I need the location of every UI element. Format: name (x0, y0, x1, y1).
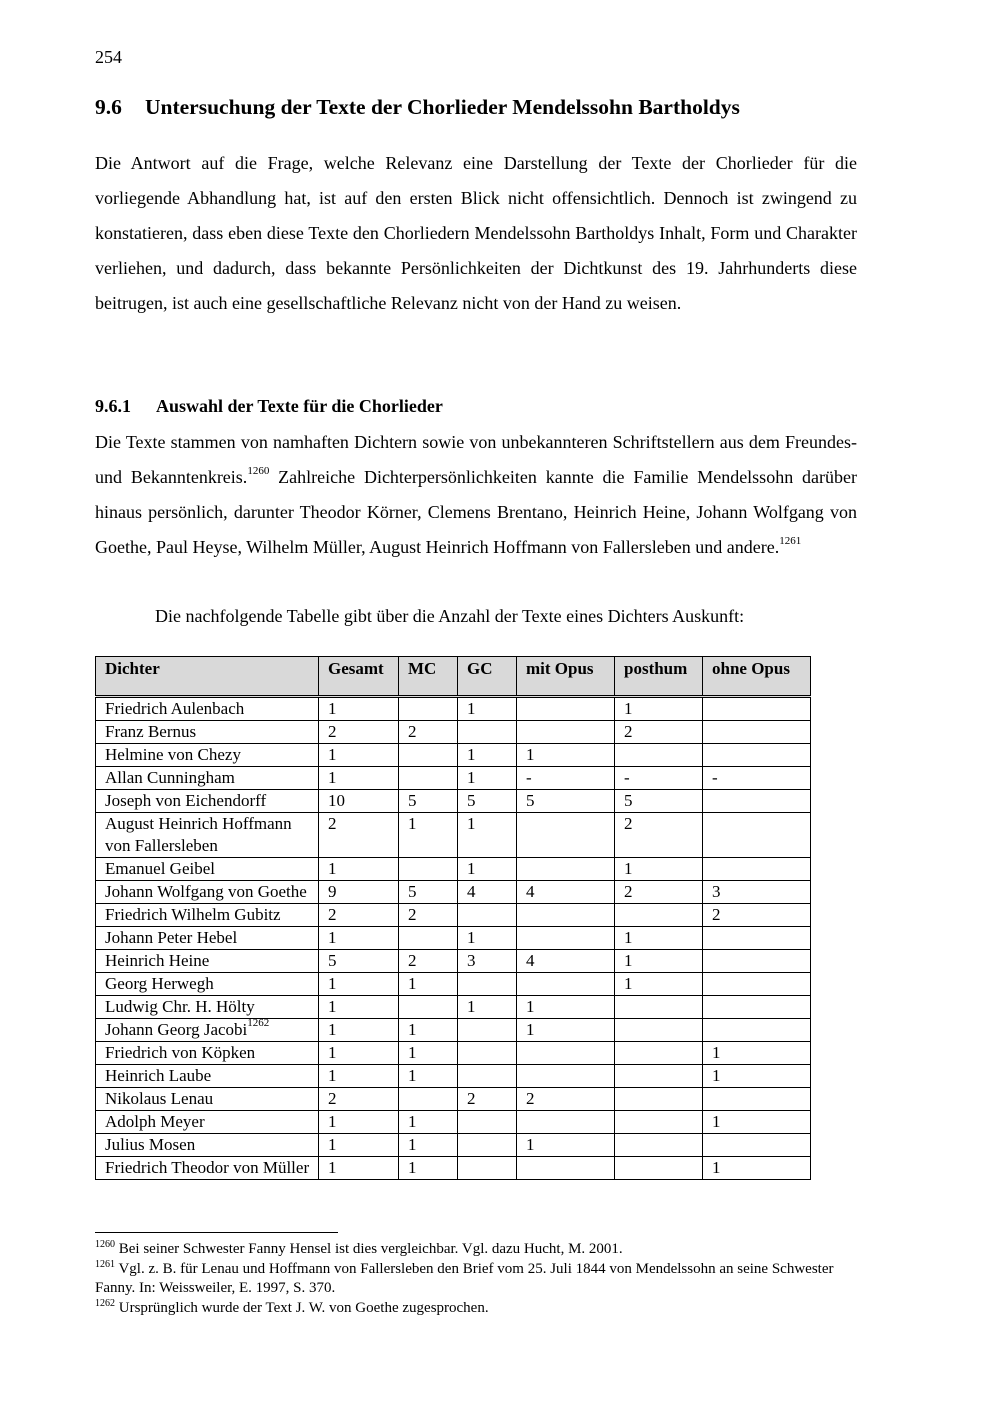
table-row (96, 858, 811, 881)
table-header-row (96, 657, 811, 697)
value-cell: 1 (319, 1111, 399, 1134)
value-cell: 2 (703, 904, 811, 927)
poet-name-cell (96, 813, 319, 858)
poet-name: Emanuel Geibel (105, 859, 215, 878)
value-cell: 1 (615, 858, 703, 881)
body-text-part2: Zahlreiche Dichterpersönlichkeiten kannte die Familie Mendelssohn darüber hinaus persönlich, darunter Theodor Körner, Clemens Brentano, Heinrich Heine, Johann Wolfgang von Goethe, Paul Heyse, Wilhelm Müller, August Heinrich Hoffmann von Fallersleben und andere. (95, 467, 857, 557)
value-cell: 2 (319, 813, 399, 858)
table-row (96, 790, 811, 813)
poet-name: Johann Peter Hebel (105, 928, 238, 947)
poet-name-cell (96, 1134, 319, 1157)
value-cell (703, 697, 811, 721)
value-cell (703, 1134, 811, 1157)
footnote-number: 1262 (95, 1297, 115, 1309)
value-cell (517, 927, 615, 950)
table-row (96, 904, 811, 927)
value-cell: 5 (517, 790, 615, 813)
value-cell: 5 (615, 790, 703, 813)
value-cell: 1 (399, 1134, 458, 1157)
footnote (95, 1260, 865, 1299)
table-row (96, 1042, 811, 1065)
value-cell: 2 (615, 721, 703, 744)
value-cell: 1 (319, 1042, 399, 1065)
poet-name: August Heinrich Hoffmann von Fallersleben (105, 814, 292, 855)
poet-name: Allan Cunningham (105, 768, 235, 787)
value-cell (615, 996, 703, 1019)
value-cell: 1 (319, 973, 399, 996)
value-cell (399, 697, 458, 721)
footnote-text: Vgl. z. B. für Lenau und Hoffmann von Fallersleben den Brief vom 25. Juli 1844 von Mendelssohn an seine Schwester Fanny. In: Weissweiler, E. 1997, S. 370. (95, 1260, 834, 1296)
table-row (96, 721, 811, 744)
footnote-text: Ursprünglich wurde der Text J. W. von Goethe zugesprochen. (115, 1299, 489, 1316)
poet-name-cell (96, 790, 319, 813)
value-cell: 2 (399, 904, 458, 927)
poet-name-cell (96, 973, 319, 996)
poet-name: Heinrich Laube (105, 1066, 212, 1085)
poet-name: Helmine von Chezy (105, 745, 241, 764)
poet-name-cell (96, 996, 319, 1019)
value-cell (458, 973, 517, 996)
poet-name-cell (96, 1157, 319, 1180)
footnote-text: Bei seiner Schwester Fanny Hensel ist dies vergleichbar. Vgl. dazu Hucht, M. 2001. (115, 1241, 623, 1257)
table-body (96, 697, 811, 1180)
poet-name-cell (96, 697, 319, 721)
poet-name: Friedrich Aulenbach (105, 699, 245, 718)
value-cell: 1 (319, 767, 399, 790)
value-cell (517, 813, 615, 858)
value-cell: 1 (517, 996, 615, 1019)
poet-name: Friedrich von Köpken (105, 1043, 256, 1062)
poet-name: Johann Wolfgang von Goethe (105, 882, 307, 901)
value-cell: 2 (319, 1088, 399, 1111)
value-cell: 1 (399, 1065, 458, 1088)
table-row (96, 1088, 811, 1111)
value-cell (703, 813, 811, 858)
header-gc: GC (458, 657, 517, 697)
value-cell: 3 (703, 881, 811, 904)
footnote (95, 1299, 865, 1319)
value-cell: 1 (458, 927, 517, 950)
value-cell (399, 996, 458, 1019)
value-cell (399, 744, 458, 767)
value-cell (703, 790, 811, 813)
poet-name: Heinrich Heine (105, 951, 210, 970)
value-cell: 2 (517, 1088, 615, 1111)
subsection-title: Auswahl der Texte für die Chorlieder (156, 396, 443, 416)
value-cell (399, 767, 458, 790)
header-dichter: Dichter (96, 657, 319, 697)
value-cell (703, 950, 811, 973)
poet-name: Franz Bernus (105, 722, 197, 741)
poet-name-cell (96, 1042, 319, 1065)
value-cell: 4 (517, 950, 615, 973)
poet-name: Julius Mosen (105, 1135, 196, 1154)
value-cell (615, 1088, 703, 1111)
poet-name: Johann Georg Jacobi (105, 1020, 248, 1039)
value-cell (703, 744, 811, 767)
value-cell: 1 (615, 697, 703, 721)
value-cell (615, 1019, 703, 1042)
intro-paragraph: Die Antwort auf die Frage, welche Relevanz eine Darstellung der Texte der Chorlieder für die vorliegende Abhandlung hat, ist auf den ersten Blick nicht offensichtlich. Dennoch ist zwingend zu konstatieren, dass eben diese Texte den Chorliedern Mendelssohn Bartholdys Inhalt, Form und Charakter verliehen, und dadurch, dass bekannte Persönlichkeiten der Dichtkunst des 19. Jahrhunderts diese beitrugen, ist auch eine gesellschaftliche Relevanz nicht von der Hand zu weisen. (95, 153, 857, 313)
value-cell: 1 (399, 1042, 458, 1065)
header-gesamt: Gesamt (319, 657, 399, 697)
value-cell (517, 1157, 615, 1180)
value-cell: 1 (615, 950, 703, 973)
value-cell (703, 927, 811, 950)
value-cell (615, 1157, 703, 1180)
header-mit-opus: mit Opus (517, 657, 615, 697)
value-cell: 1 (517, 744, 615, 767)
value-cell: - (615, 767, 703, 790)
footnotes (95, 1240, 865, 1318)
poet-name-cell (96, 767, 319, 790)
value-cell (399, 1088, 458, 1111)
value-cell: 1 (399, 1019, 458, 1042)
table-row (96, 1111, 811, 1134)
value-cell (458, 1111, 517, 1134)
value-cell (399, 927, 458, 950)
value-cell: 4 (458, 881, 517, 904)
header-mc: MC (399, 657, 458, 697)
value-cell (703, 858, 811, 881)
poet-name: Friedrich Wilhelm Gubitz (105, 905, 281, 924)
poet-name: Nikolaus Lenau (105, 1089, 214, 1108)
value-cell: 1 (458, 813, 517, 858)
poet-name: Adolph Meyer (105, 1112, 205, 1131)
footnote-ref-1260[interactable]: 1260 (247, 465, 270, 477)
value-cell: 1 (517, 1019, 615, 1042)
footnote-divider (95, 1232, 338, 1233)
poet-name: Joseph von Eichendorff (105, 791, 267, 810)
value-cell (703, 996, 811, 1019)
value-cell (517, 721, 615, 744)
body-text-part1: Die Texte stammen von namhaften Dichtern sowie von unbekannteren Schriftstellern aus dem Freundes- und Bekanntenkreis. (95, 432, 857, 487)
header-posthum: posthum (615, 657, 703, 697)
table-row (96, 697, 811, 721)
poet-name: Ludwig Chr. H. Hölty (105, 997, 255, 1016)
value-cell (399, 858, 458, 881)
value-cell: 1 (703, 1157, 811, 1180)
poet-name-cell (96, 1111, 319, 1134)
value-cell: 1 (458, 744, 517, 767)
value-cell: 1 (399, 973, 458, 996)
value-cell: 1 (458, 767, 517, 790)
poet-name: Georg Herwegh (105, 974, 214, 993)
value-cell (615, 1111, 703, 1134)
value-cell: - (703, 767, 811, 790)
value-cell (615, 1042, 703, 1065)
value-cell: 1 (703, 1042, 811, 1065)
poet-name-cell (96, 1088, 319, 1111)
value-cell (517, 973, 615, 996)
value-cell: 2 (615, 813, 703, 858)
table-row (96, 950, 811, 973)
table-row (96, 927, 811, 950)
value-cell: 5 (399, 881, 458, 904)
table-intro: Die nachfolgende Tabelle gibt über die Anzahl der Texte eines Dichters Auskunft: (155, 606, 745, 626)
body-paragraph (95, 425, 857, 565)
value-cell: 2 (399, 721, 458, 744)
value-cell (517, 904, 615, 927)
value-cell (458, 1019, 517, 1042)
value-cell: 1 (458, 996, 517, 1019)
value-cell: 5 (319, 950, 399, 973)
value-cell: 1 (517, 1134, 615, 1157)
poet-name-cell (96, 927, 319, 950)
value-cell: 1 (319, 1065, 399, 1088)
value-cell: 1 (319, 1134, 399, 1157)
value-cell: 1 (458, 697, 517, 721)
value-cell: 10 (319, 790, 399, 813)
table-row (96, 1134, 811, 1157)
value-cell (458, 904, 517, 927)
table-row (96, 1157, 811, 1180)
footnote-number: 1261 (95, 1258, 115, 1270)
value-cell: 2 (399, 950, 458, 973)
value-cell: 1 (399, 1111, 458, 1134)
footnote-number: 1260 (95, 1239, 115, 1250)
table-row (96, 813, 811, 858)
value-cell (517, 1065, 615, 1088)
value-cell (615, 744, 703, 767)
value-cell: 1 (319, 697, 399, 721)
value-cell (517, 697, 615, 721)
subsection-heading (95, 396, 443, 417)
poet-name-cell (96, 744, 319, 767)
value-cell (458, 721, 517, 744)
section-heading (95, 95, 740, 120)
value-cell: 3 (458, 950, 517, 973)
table-row (96, 973, 811, 996)
value-cell (703, 1088, 811, 1111)
value-cell: 1 (399, 1157, 458, 1180)
value-cell: 2 (319, 721, 399, 744)
value-cell: 1 (319, 1019, 399, 1042)
value-cell (703, 1019, 811, 1042)
poet-name-cell (96, 721, 319, 744)
value-cell (615, 1065, 703, 1088)
poet-name-cell (96, 904, 319, 927)
value-cell: 4 (517, 881, 615, 904)
value-cell (615, 904, 703, 927)
value-cell (703, 973, 811, 996)
value-cell: 2 (458, 1088, 517, 1111)
value-cell: 1 (399, 813, 458, 858)
value-cell: 1 (615, 927, 703, 950)
value-cell: 1 (319, 858, 399, 881)
table-row (96, 767, 811, 790)
value-cell (615, 1134, 703, 1157)
value-cell (517, 858, 615, 881)
section-title: Untersuchung der Texte der Chorlieder Mendelssohn Bartholdys (145, 95, 740, 119)
value-cell: 1 (703, 1065, 811, 1088)
value-cell (458, 1065, 517, 1088)
value-cell: - (517, 767, 615, 790)
subsection-number: 9.6.1 (95, 396, 131, 416)
table-row (96, 881, 811, 904)
value-cell: 5 (458, 790, 517, 813)
poet-name: Friedrich Theodor von Müller (105, 1158, 310, 1177)
header-ohne-opus: ohne Opus (703, 657, 811, 697)
footnote-ref-1261[interactable]: 1261 (779, 535, 802, 547)
table-row (96, 1019, 811, 1042)
table-row (96, 996, 811, 1019)
value-cell: 9 (319, 881, 399, 904)
poet-name-cell (96, 1019, 319, 1042)
value-cell (458, 1042, 517, 1065)
poet-name-cell (96, 881, 319, 904)
value-cell: 2 (319, 904, 399, 927)
value-cell: 1 (458, 858, 517, 881)
footnote-ref-1262[interactable]: 1262 (247, 1017, 270, 1029)
value-cell: 1 (319, 996, 399, 1019)
section-number: 9.6 (95, 95, 122, 119)
value-cell (458, 1134, 517, 1157)
table-row (96, 1065, 811, 1088)
value-cell: 1 (703, 1111, 811, 1134)
value-cell (703, 721, 811, 744)
poet-name-cell (96, 950, 319, 973)
value-cell: 2 (615, 881, 703, 904)
poets-table (95, 656, 811, 1180)
page-number: 254 (95, 47, 122, 67)
value-cell: 1 (319, 1157, 399, 1180)
value-cell (458, 1157, 517, 1180)
poet-name-cell (96, 1065, 319, 1088)
poet-name-cell (96, 858, 319, 881)
value-cell: 1 (615, 973, 703, 996)
footnote (95, 1240, 865, 1260)
value-cell: 1 (319, 744, 399, 767)
value-cell: 1 (319, 927, 399, 950)
value-cell (517, 1042, 615, 1065)
value-cell (517, 1111, 615, 1134)
value-cell: 5 (399, 790, 458, 813)
table-row (96, 744, 811, 767)
